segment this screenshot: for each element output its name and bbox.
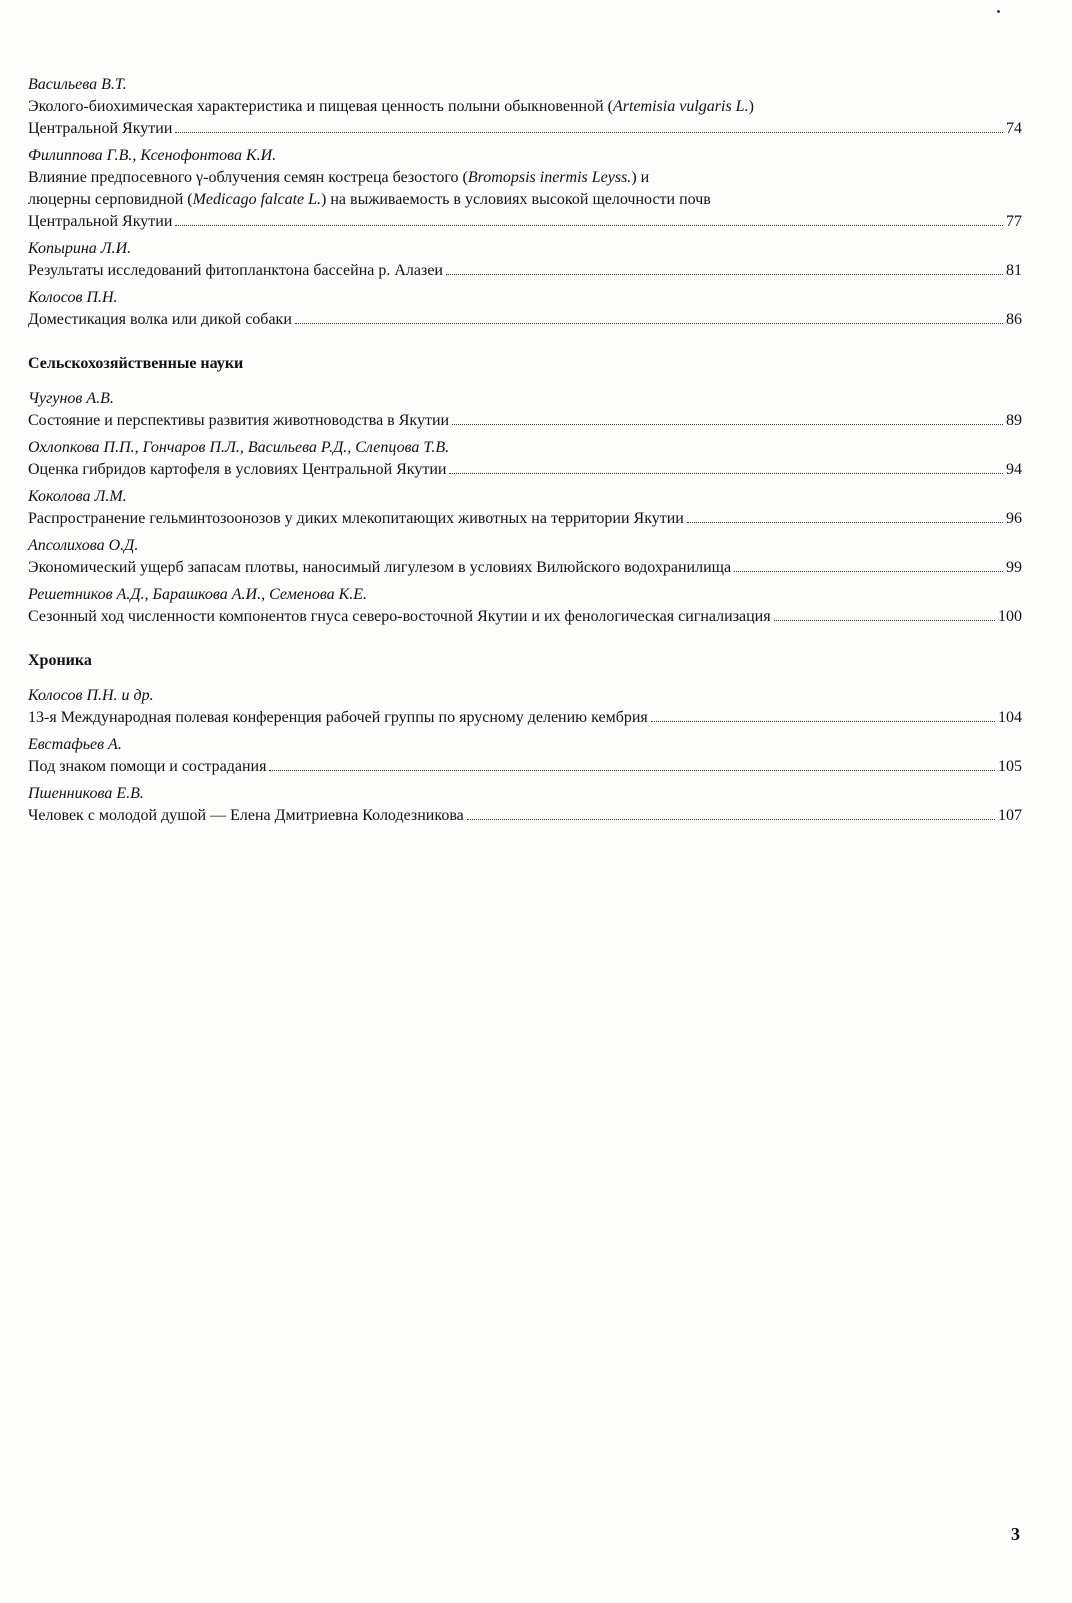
- entry-title-text: Распространение гельминтозоонозов у диких млекопитающих животных на территории Якутии: [28, 510, 684, 527]
- toc-entry[interactable]: [28, 783, 1022, 827]
- entry-title-text: Экономический ущерб запасам плотвы, наносимый лигулезом в условиях Вилюйского водохранилища: [28, 559, 732, 576]
- entry-title-line: Влияние предпосевного γ-облучения семян кострeца безостого (Bromopsis inermis Leyss.) и: [28, 169, 650, 186]
- entry-title-last-line: [28, 557, 1022, 579]
- dot-leader: [449, 473, 1003, 474]
- table-of-contents: [28, 74, 1022, 832]
- entry-page-number: 74: [1006, 120, 1022, 137]
- scan-speck: [997, 10, 1000, 13]
- entry-authors: Чугунов А.В.: [28, 390, 114, 407]
- entry-page-number: 100: [998, 608, 1022, 625]
- entry-title-last-line: [28, 805, 1022, 827]
- entry-authors: Евстафьев А.: [28, 736, 122, 753]
- toc-entry[interactable]: [28, 535, 1022, 579]
- toc-entry[interactable]: [28, 287, 1022, 331]
- entry-title-last-line: [28, 260, 1022, 282]
- page-number: 3: [1011, 1524, 1020, 1544]
- dot-leader: [175, 132, 1003, 133]
- entry-title-last-line: [28, 756, 1022, 778]
- dot-leader: [175, 225, 1003, 226]
- entry-page-number: 94: [1006, 461, 1022, 478]
- entry-authors: Охлопкова П.П., Гончаров П.Л., Васильева Р.Д., Слепцова Т.В.: [28, 439, 450, 456]
- dot-leader: [446, 274, 1003, 275]
- dot-leader: [467, 819, 995, 820]
- entry-page-number: 99: [1006, 559, 1022, 576]
- entry-authors: Пшенникова Е.В.: [28, 785, 144, 802]
- entry-title-last-line: [28, 118, 1022, 140]
- entry-title-last-line: [28, 606, 1022, 628]
- entry-page-number: 105: [998, 758, 1022, 775]
- latin-name: Medicago falcate L.: [192, 191, 322, 208]
- entry-title-last-line: [28, 707, 1022, 729]
- section-heading: Сельскохозяйственные науки: [28, 355, 244, 372]
- entry-title-line: Эколого-биохимическая характеристика и пищевая ценность полыни обыкновенной (Artemisia vulgaris L.): [28, 98, 754, 115]
- toc-entry[interactable]: [28, 145, 1022, 233]
- entry-page-number: 86: [1006, 311, 1022, 328]
- entry-title-text: Сезонный ход численности компонентов гнуса северо-восточной Якутии и их фенологическая сигнализация: [28, 608, 771, 625]
- latin-name: Bromopsis inermis Leyss.: [467, 169, 632, 186]
- entry-authors: Васильева В.Т.: [28, 76, 127, 93]
- entry-title-last-line: [28, 508, 1022, 530]
- toc-entry[interactable]: [28, 486, 1022, 530]
- dot-leader: [651, 721, 995, 722]
- entry-page-number: 107: [998, 807, 1022, 824]
- entry-page-number: 89: [1006, 412, 1022, 429]
- entry-title-last-line: [28, 410, 1022, 432]
- entry-title-text: Центральной Якутии: [28, 213, 173, 230]
- latin-name: Artemisia vulgaris L.: [613, 98, 749, 115]
- entry-title-text: Под знаком помощи и сострадания: [28, 758, 267, 775]
- entry-title-text: Результаты исследований фитопланктона бассейна р. Алазеи: [28, 262, 443, 279]
- entry-authors: Апсолихова О.Д.: [28, 537, 139, 554]
- toc-entry[interactable]: [28, 388, 1022, 432]
- entry-page-number: 104: [998, 709, 1022, 726]
- entry-title-text: Доместикация волка или дикой собаки: [28, 311, 292, 328]
- entry-title-last-line: [28, 459, 1022, 481]
- entry-title-line: люцерны серповидной (Medicago falcate L.) на выживаемость в условиях высокой щелочности почв: [28, 191, 711, 208]
- entry-authors: Коколова Л.М.: [28, 488, 127, 505]
- dot-leader: [452, 424, 1003, 425]
- dot-leader: [734, 571, 1003, 572]
- entry-authors: Колосов П.Н.: [28, 289, 118, 306]
- entry-authors: Решетников А.Д., Барашкова А.И., Семенова К.Е.: [28, 586, 368, 603]
- dot-leader: [774, 620, 995, 621]
- dot-leader: [295, 323, 1003, 324]
- toc-entry[interactable]: [28, 685, 1022, 729]
- entry-authors: Филиппова Г.В., Ксенофонтова К.И.: [28, 147, 277, 164]
- entry-page-number: 77: [1006, 213, 1022, 230]
- toc-entry[interactable]: [28, 437, 1022, 481]
- dot-leader: [687, 522, 1003, 523]
- entry-title-text: Центральной Якутии: [28, 120, 173, 137]
- entry-authors: Копырина Л.И.: [28, 240, 132, 257]
- entry-title-text: Состояние и перспективы развития животноводства в Якутии: [28, 412, 450, 429]
- entry-page-number: 81: [1006, 262, 1022, 279]
- entry-title-last-line: [28, 211, 1022, 233]
- dot-leader: [269, 770, 995, 771]
- entry-page-number: 96: [1006, 510, 1022, 527]
- entry-title-text: 13-я Международная полевая конференция рабочей группы по ярусному делению кембрия: [28, 709, 648, 726]
- toc-entry[interactable]: [28, 238, 1022, 282]
- toc-entry[interactable]: [28, 584, 1022, 628]
- entry-authors: Колосов П.Н. и др.: [28, 687, 154, 704]
- section-heading: Хроника: [28, 652, 92, 669]
- toc-entry[interactable]: [28, 74, 1022, 140]
- entry-title-text: Оценка гибридов картофеля в условиях Центральной Якутии: [28, 461, 447, 478]
- entry-title-text: Человек с молодой душой — Елена Дмитриевна Колодезникова: [28, 807, 464, 824]
- entry-title-last-line: [28, 309, 1022, 331]
- toc-entry[interactable]: [28, 734, 1022, 778]
